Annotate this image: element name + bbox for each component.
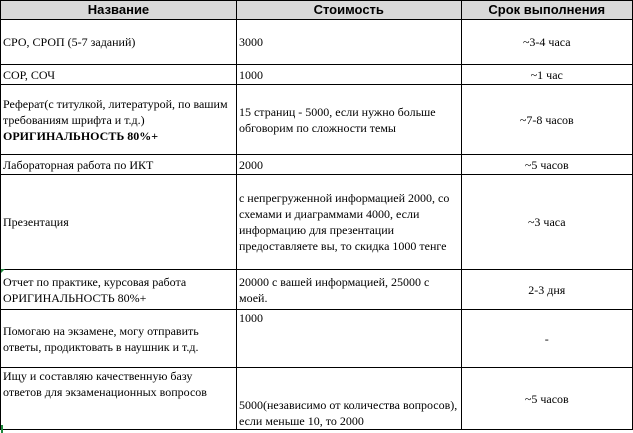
row-name-cell: СРО, СРОП (5-7 заданий) <box>1 20 237 65</box>
row-price-cell: 20000 с вашей информацией, 25000 с моей. <box>236 270 461 310</box>
row-name-cell: Ищу и составляю качественную базу ответов для экзаменационных вопросов <box>1 368 237 430</box>
row-term-cell: ~5 часов <box>461 155 632 175</box>
row-price-cell: 5000(независимо от количества вопросов), если меньше 10, то 2000 <box>236 368 461 430</box>
row-price-cell: 2000 <box>236 155 461 175</box>
table-row <box>1 155 633 175</box>
row-term-cell: ~7-8 часов <box>461 85 632 155</box>
table-row <box>1 270 633 310</box>
row-name-cell: Помогаю на экзамене, могу отправить ответы, продиктовать в наушник и т.д. <box>1 310 237 368</box>
table-row <box>1 20 633 65</box>
row-term-cell: 2-3 дня <box>461 270 632 310</box>
row-price-cell: с непрегруженной информацией 2000, со схемами и диаграммами 4000, если информацию для презентации предоставляете вы, то скидка 1000 тенге <box>236 175 461 270</box>
header-term: Срок выполнения <box>461 1 632 20</box>
cell-comment-marker <box>1 269 5 273</box>
row-term-cell: - <box>461 310 632 368</box>
row-price-cell: 3000 <box>236 20 461 65</box>
row-price-cell: 1000 <box>236 310 461 368</box>
table-row <box>1 368 633 430</box>
selection-edge-mark <box>1 425 3 433</box>
header-name: Название <box>1 1 237 20</box>
row-name-bold-text: ОРИГИНАЛЬНОСТЬ 80%+ <box>3 128 159 143</box>
table-row <box>1 65 633 85</box>
table-row <box>1 175 633 270</box>
table-row <box>1 85 633 155</box>
row-name-cell: Презентация <box>1 175 237 270</box>
row-name-cell <box>1 85 237 155</box>
row-term-cell: ~3-4 часа <box>461 20 632 65</box>
row-name-cell: СОР, СОЧ <box>1 65 237 85</box>
row-term-cell: ~1 час <box>461 65 632 85</box>
row-term-cell: ~3 часа <box>461 175 632 270</box>
table-row <box>1 310 633 368</box>
row-price-cell: 1000 <box>236 65 461 85</box>
row-price-cell: 15 страниц - 5000, если нужно больше обговорим по сложности темы <box>236 85 461 155</box>
row-name-text: Реферат(с титулкой, литературой, по вашим требованиям шрифта и т.д.) <box>3 96 228 127</box>
row-term-cell: ~5 часов <box>461 368 632 430</box>
header-price: Стоимость <box>236 1 461 20</box>
row-name-cell: Отчет по практике, курсовая работа ОРИГИНАЛЬНОСТЬ 80%+ <box>1 270 237 310</box>
row-name-cell: Лабораторная работа по ИКТ <box>1 155 237 175</box>
header-row <box>1 1 633 20</box>
